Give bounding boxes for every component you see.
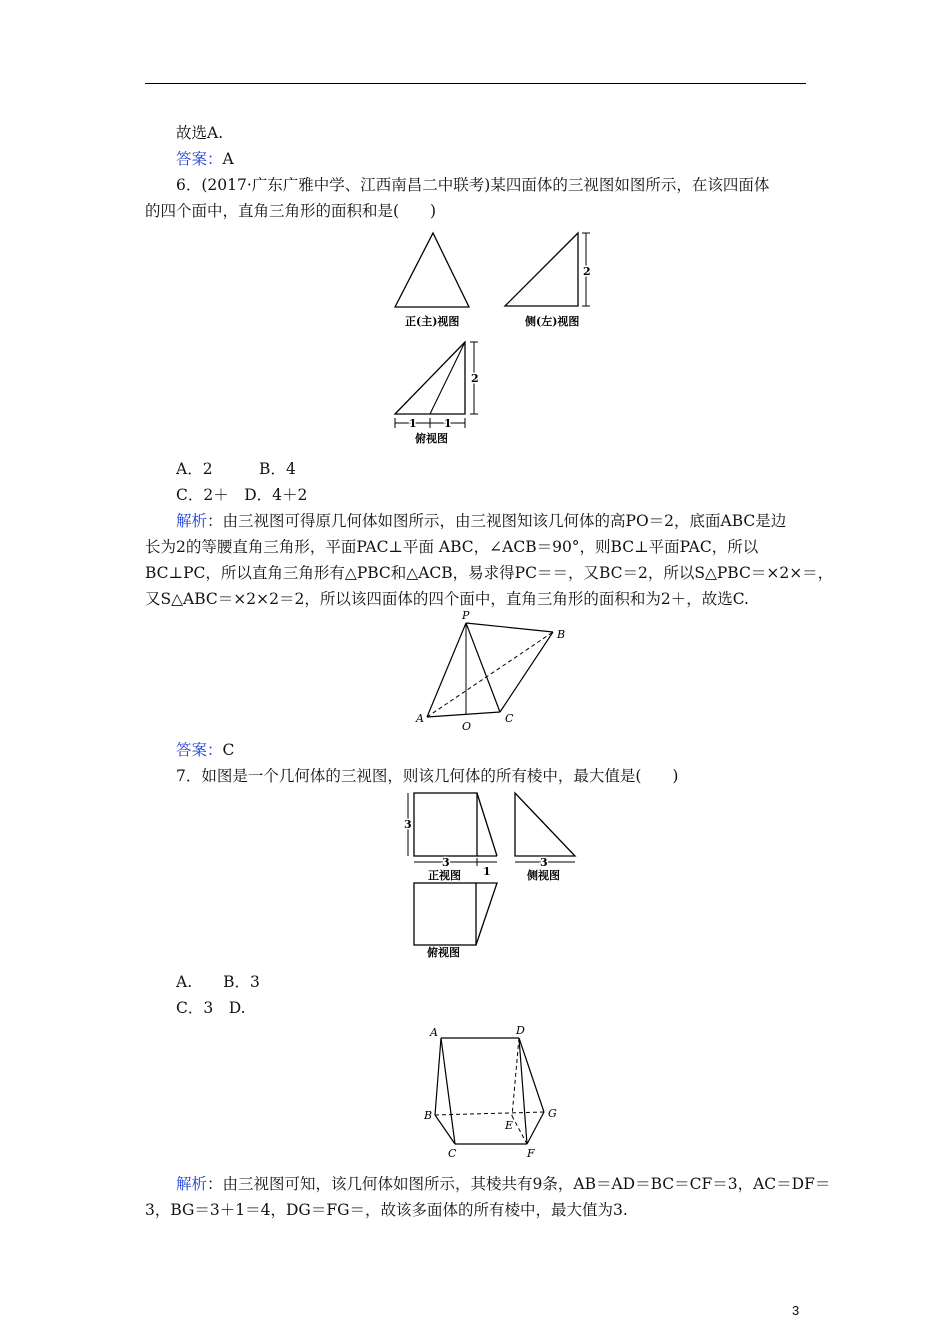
front-view-triangle <box>395 233 469 307</box>
q7-options-1: A. B．3 <box>176 973 260 991</box>
vertex-E: E <box>505 1119 514 1132</box>
vertex-D: D <box>516 1024 525 1037</box>
header-rule <box>145 83 806 84</box>
vertex-F: F <box>527 1147 535 1160</box>
vertex-P: P <box>462 610 470 622</box>
vertex-O: O <box>462 720 472 733</box>
vertex-B: B <box>424 1109 433 1122</box>
top-view-square <box>414 883 476 945</box>
side-view-label: 侧(左)视图 <box>525 315 580 328</box>
answer-value: A <box>222 150 234 168</box>
edge-DF <box>519 1038 527 1144</box>
analysis-line <box>176 511 786 531</box>
dim-label-top-h: 2 <box>471 372 479 385</box>
vertex-G: G <box>548 1107 557 1120</box>
three-views-svg-7 <box>400 788 585 963</box>
side-view-triangle-7 <box>515 793 575 856</box>
q6-options-2: C．2＋ D．4＋2 <box>176 486 308 504</box>
analysis-line <box>176 1174 830 1194</box>
answer-line <box>176 149 234 169</box>
edge-PC <box>466 623 500 712</box>
answer-label: 答案： <box>176 150 223 168</box>
question-7-line: 7．如图是一个几何体的三视图，则该几何体的所有棱中，最大值是( ) <box>176 767 679 785</box>
front-view-slant <box>477 793 497 856</box>
top-view-inner-edge <box>430 342 465 414</box>
answer-line <box>176 740 234 760</box>
dim-label-h: 3 <box>404 818 412 831</box>
dim-label-top-w2: 1 <box>444 417 452 430</box>
vertex-B: B <box>557 628 566 641</box>
top-view-outer <box>395 342 465 414</box>
analysis-line: BC⊥PC，所以直角三角形有△PBC和△ACB，易求得PC＝＝，又BC＝2，所以S△PBC＝×2×＝， <box>145 564 834 582</box>
dim-label-side-w: 3 <box>540 856 548 869</box>
analysis-label: 解析 <box>176 512 208 530</box>
text-line: 故选A. <box>176 124 224 142</box>
analysis-line: 又S△ABC＝×2×2＝2，所以该四面体的四个面中，直角三角形的面积和为2＋，故选C. <box>145 590 749 608</box>
edge-PA <box>427 623 466 717</box>
edge-PB <box>466 623 553 632</box>
vertex-C: C <box>505 712 514 725</box>
top-view-triangle <box>476 883 497 945</box>
dim-label-top-w1: 1 <box>409 417 417 430</box>
q7-options-2: C．3 D. <box>176 999 246 1017</box>
top-view-label-7: 俯视图 <box>427 946 460 959</box>
answer-value: C <box>222 741 235 759</box>
analysis-text: ：由三视图可得原几何体如图所示，由三视图知该几何体的高PO＝2，底面ABC是边 <box>207 512 787 530</box>
edge-DE-hidden <box>512 1038 519 1116</box>
page-number: 3 <box>792 1303 800 1318</box>
front-view-label: 正(主)视图 <box>405 315 460 328</box>
dim-label-side: 2 <box>583 265 591 278</box>
polyhedron-svg <box>420 1020 565 1160</box>
figure-q7-three-views <box>400 788 585 967</box>
edge-GF <box>527 1112 544 1144</box>
answer-label: 答案： <box>176 741 223 759</box>
three-views-svg <box>385 225 595 447</box>
figure-q7-polyhedron <box>420 1020 565 1164</box>
vertex-A: A <box>416 712 424 725</box>
analysis-line: 长为2的等腰直角三角形，平面PAC⊥平面 ABC，∠ACB＝90°，则BC⊥平面PAC，所以 <box>145 538 759 556</box>
figure-q6-three-views <box>385 225 595 451</box>
side-view-triangle <box>505 233 578 306</box>
analysis-line: 3，BG＝3＋1＝4，DG＝FG＝，故该多面体的所有棱中，最大值为3. <box>145 1201 628 1219</box>
edge-AC <box>441 1038 455 1144</box>
tetrahedron-svg <box>410 610 580 740</box>
front-view-square <box>414 793 477 856</box>
analysis-label: 解析 <box>176 1175 208 1193</box>
edge-DG <box>519 1038 544 1112</box>
side-view-label-7: 侧视图 <box>527 869 560 882</box>
edge-AB <box>435 1038 441 1115</box>
edge-AC <box>427 712 500 717</box>
question-6-line-2: 的四个面中，直角三角形的面积和是( ) <box>145 202 437 220</box>
question-6-line-1: 6．(2017·广东广雅中学、江西南昌二中联考)某四面体的三视图如图所示，在该四面体 <box>176 176 770 194</box>
q6-options-1: A．2 B．4 <box>176 460 296 478</box>
vertex-A: A <box>430 1026 438 1039</box>
dim-label-w: 3 <box>442 856 450 869</box>
top-view-label: 俯视图 <box>415 432 448 445</box>
front-view-label-7: 正视图 <box>428 869 461 882</box>
edge-CB <box>500 632 553 712</box>
figure-q6-tetrahedron <box>410 610 580 744</box>
dim-label-1: 1 <box>483 865 491 878</box>
analysis-text: ：由三视图可知，该几何体如图所示，其棱共有9条，AB＝AD＝BC＝CF＝3，AC＝DF＝ <box>207 1175 831 1193</box>
edge-AB-hidden <box>427 632 553 717</box>
vertex-C: C <box>448 1147 457 1160</box>
